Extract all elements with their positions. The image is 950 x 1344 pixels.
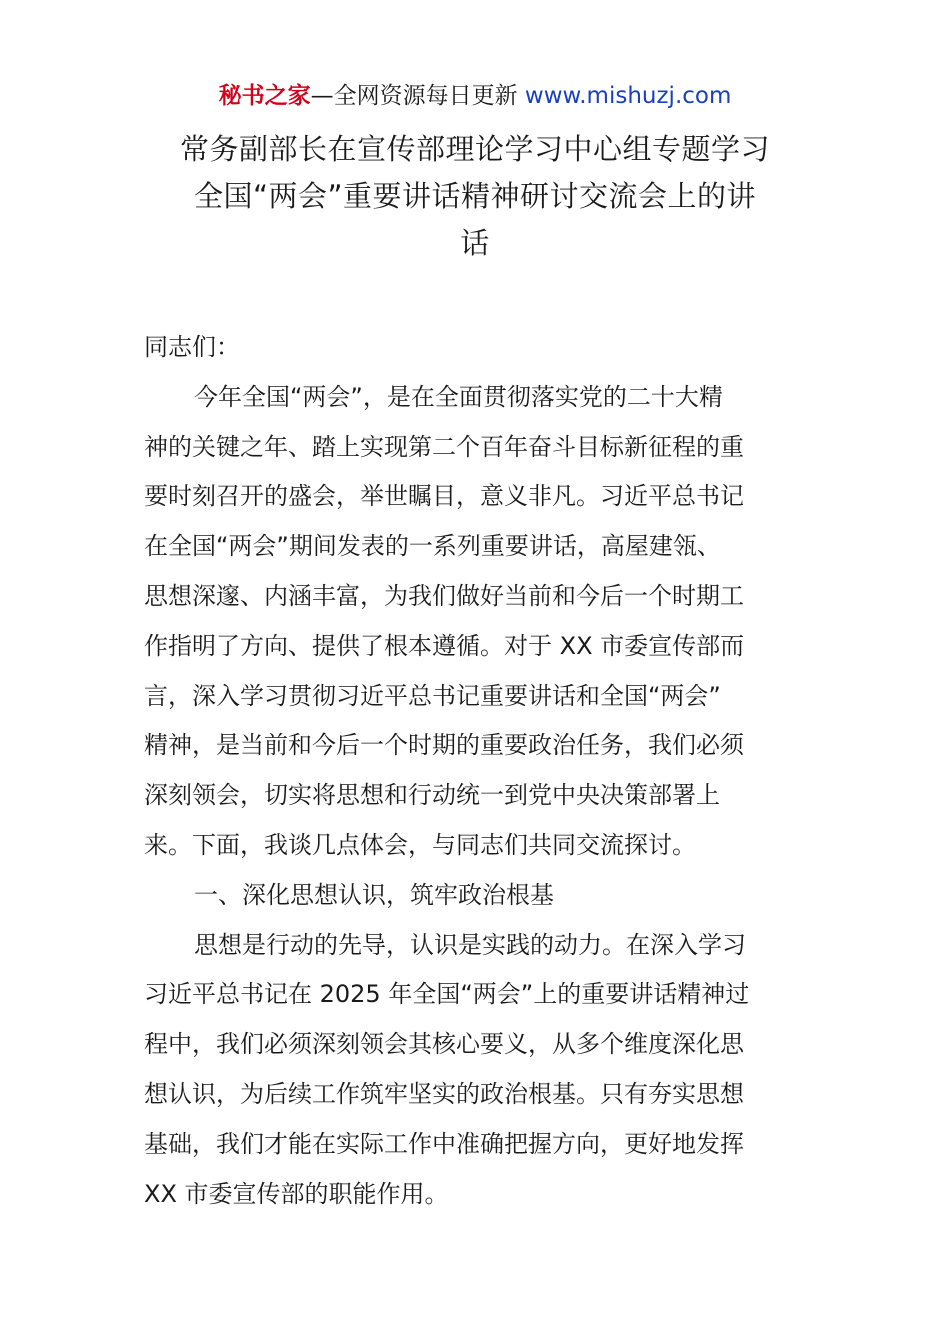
paragraph-line: 深刻领会，切实将思想和行动统一到党中央决策部署上 (144, 781, 720, 810)
document-title (140, 126, 810, 267)
title-line: 话 (460, 226, 490, 260)
paragraph-line: 要时刻召开的盛会，举世瞩目，意义非凡。习近平总书记 (144, 482, 744, 511)
title-line: 常务副部长在宣传部理论学习中心组专题学习 (179, 132, 770, 166)
section-heading: 一、深化思想认识，筑牢政治根基 (194, 880, 554, 909)
paragraph-line: 来。下面，我谈几点体会，与同志们共同交流探讨。 (144, 830, 696, 859)
site-url-link[interactable]: www.mishuzj.com (524, 83, 732, 109)
paragraph-line: 言，深入学习贯彻习近平总书记重要讲话和全国“两会” (144, 681, 721, 710)
document-body (144, 323, 809, 1219)
title-line: 全国“两会”重要讲话精神研讨交流会上的讲 (193, 179, 757, 213)
paragraph-line: 神的关键之年、踏上实现第二个百年奋斗目标新征程的重 (144, 432, 744, 461)
paragraph-line: 思想是行动的先导，认识是实践的动力。在深入学习 (194, 930, 746, 959)
paragraph-line: 今年全国“两会”，是在全面贯彻落实党的二十大精 (194, 382, 723, 411)
paragraph-line: XX 市委宣传部的职能作用。 (144, 1179, 449, 1208)
paragraph-line: 基础，我们才能在实际工作中准确把握方向，更好地发挥 (144, 1129, 744, 1158)
site-header (0, 80, 950, 112)
paragraph-line: 精神，是当前和今后一个时期的重要政治任务，我们必须 (144, 731, 744, 760)
paragraph-line: 思想深邃、内涵丰富，为我们做好当前和今后一个时期工 (144, 581, 744, 610)
salutation: 同志们： (144, 333, 240, 361)
site-slogan: —全网资源每日更新 (310, 83, 518, 109)
brand-name: 秘书之家 (218, 83, 311, 109)
paragraph-line: 程中，我们必须深刻领会其核心要义，从多个维度深化思 (144, 1030, 744, 1059)
paragraph-line: 习近平总书记在 2025 年全国“两会”上的重要讲话精神过 (144, 980, 750, 1009)
paragraph-line: 想认识，为后续工作筑牢坚实的政治根基。只有夯实思想 (144, 1079, 744, 1108)
paragraph-line: 作指明了方向、提供了根本遵循。对于 XX 市委宣传部而 (144, 631, 745, 660)
paragraph-line: 在全国“两会”期间发表的一系列重要讲话，高屋建瓴、 (144, 532, 721, 561)
